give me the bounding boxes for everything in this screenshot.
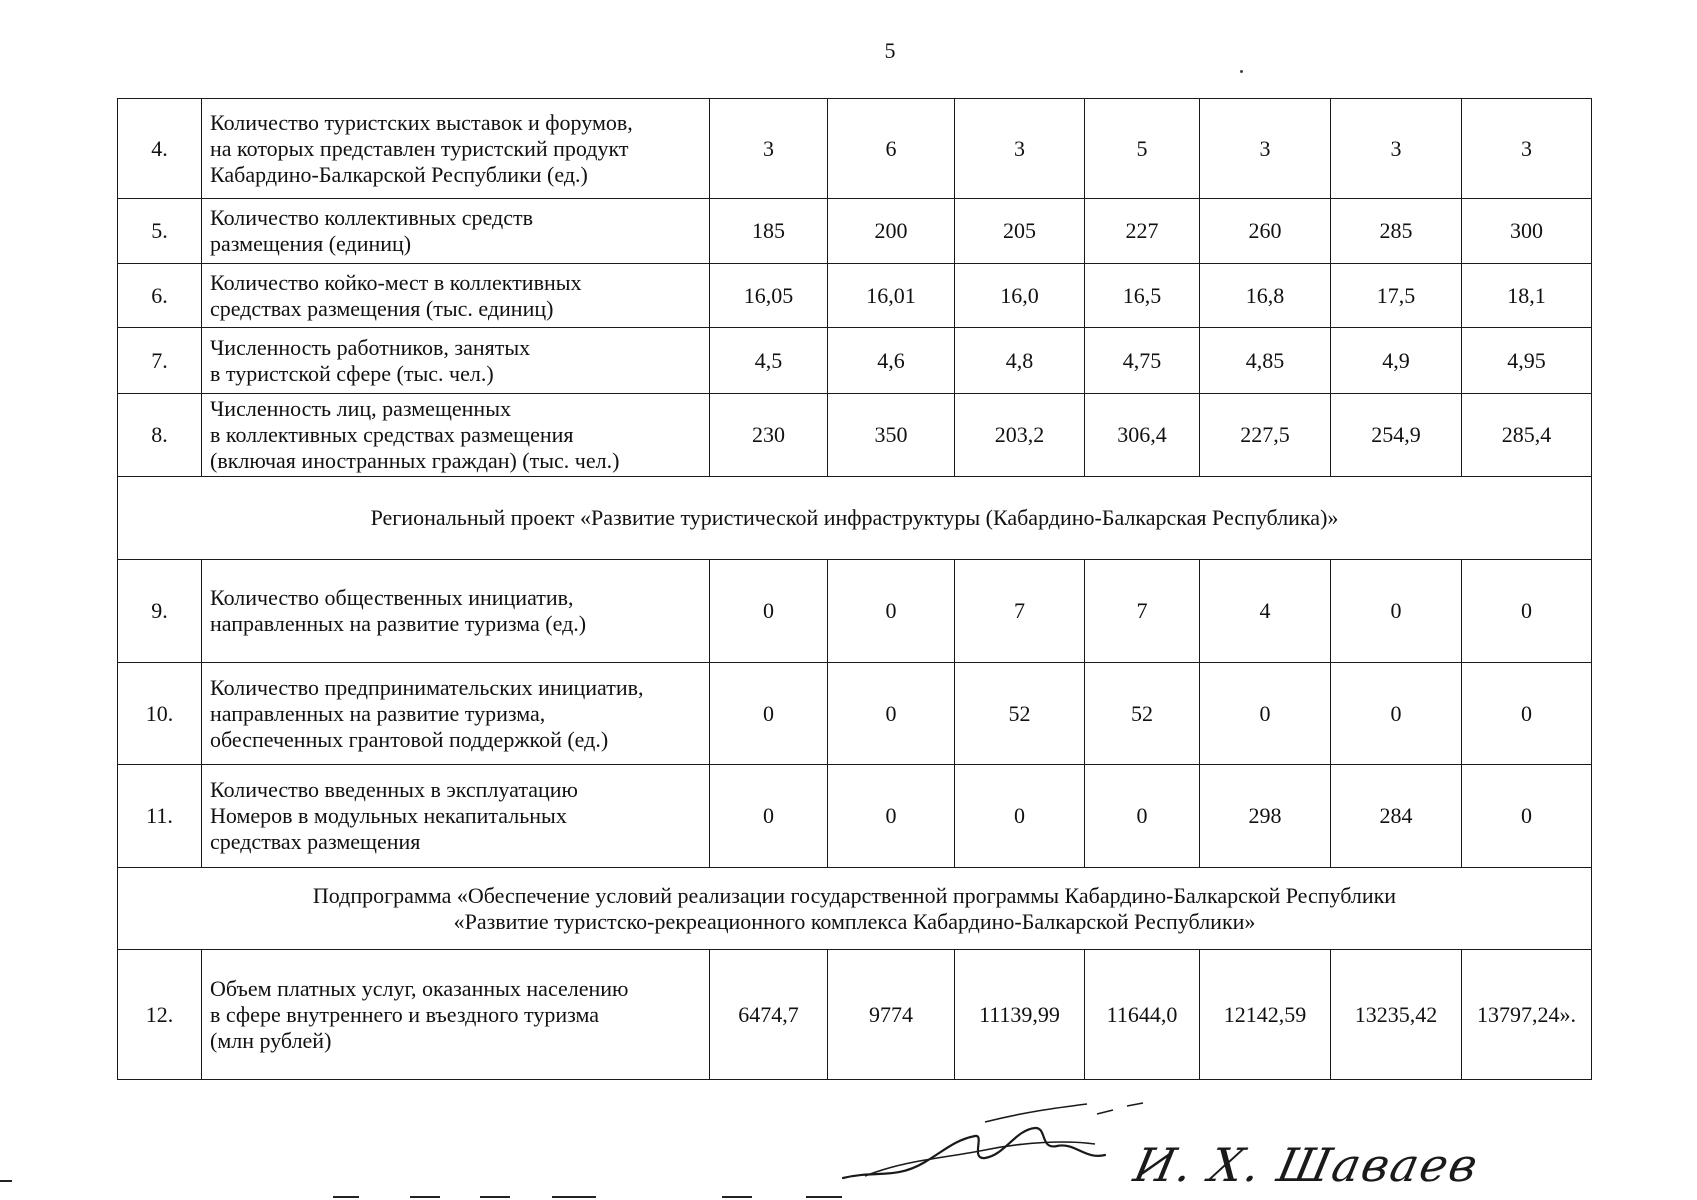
- indicator-value: 0: [828, 663, 955, 765]
- indicator-value: 285,4: [1462, 394, 1592, 477]
- indicators-table: [117, 98, 1592, 1080]
- row-number: 8.: [118, 394, 202, 477]
- indicator-value: 0: [828, 765, 955, 868]
- indicator-value: 3: [1462, 99, 1592, 199]
- section-title: Региональный проект «Развитие туристической инфраструктуры (Кабардино-Балкарская Республика)»: [118, 477, 1592, 560]
- indicator-value: 185: [710, 199, 828, 264]
- table-row: [118, 950, 1592, 1080]
- indicator-value: 300: [1462, 199, 1592, 264]
- indicator-value: 18,1: [1462, 264, 1592, 328]
- row-number: 6.: [118, 264, 202, 328]
- section-row: [118, 477, 1592, 560]
- indicator-value: 200: [828, 199, 955, 264]
- indicator-value: 227,5: [1200, 394, 1331, 477]
- indicator-value: 13235,42: [1331, 950, 1462, 1080]
- handwritten-signature-mark: [835, 1100, 1165, 1190]
- table-row: [118, 663, 1592, 765]
- indicator-value: 4,95: [1462, 328, 1592, 394]
- row-number: 5.: [118, 199, 202, 264]
- signature-line-dash: [480, 1196, 510, 1198]
- indicator-value: 3: [955, 99, 1085, 199]
- indicator-value: 4,75: [1085, 328, 1200, 394]
- indicator-value: 0: [1085, 765, 1200, 868]
- signatory-name-handwritten: И. Х. Шаваев: [1129, 1138, 1485, 1192]
- indicator-value: 0: [1462, 663, 1592, 765]
- indicator-value: 16,8: [1200, 264, 1331, 328]
- indicator-value: 0: [1462, 765, 1592, 868]
- indicator-value: 11139,99: [955, 950, 1085, 1080]
- section-row: [118, 868, 1592, 950]
- indicator-value: 17,5: [1331, 264, 1462, 328]
- indicator-value: 227: [1085, 199, 1200, 264]
- signature-line-dash: [722, 1196, 752, 1198]
- indicator-value: 4,6: [828, 328, 955, 394]
- indicator-value: 254,9: [1331, 394, 1462, 477]
- indicator-value: 285: [1331, 199, 1462, 264]
- indicator-value: 350: [828, 394, 955, 477]
- page-number: 5: [884, 38, 896, 63]
- signature-line-dash: [552, 1196, 596, 1198]
- indicator-value: 6474,7: [710, 950, 828, 1080]
- indicator-value: 298: [1200, 765, 1331, 868]
- indicator-value: 4,5: [710, 328, 828, 394]
- indicator-value: 3: [1331, 99, 1462, 199]
- indicator-value: 16,01: [828, 264, 955, 328]
- indicator-value: 4,9: [1331, 328, 1462, 394]
- indicator-value: 0: [828, 560, 955, 663]
- row-number: 7.: [118, 328, 202, 394]
- table-body: [118, 99, 1592, 1080]
- signature-line-dash: [0, 1180, 12, 1182]
- indicator-description: Численность лиц, размещенных в коллективных средствах размещения (включая иностранных граждан) (тыс. чел.): [202, 394, 710, 477]
- indicator-value: 3: [1200, 99, 1331, 199]
- section-title: Подпрограмма «Обеспечение условий реализации государственной программы Кабардино-Балкарской Республики «Развитие туристско-рекреационного комплекса Кабардино-Балкарской Республики»: [118, 868, 1592, 950]
- indicator-value: 4,8: [955, 328, 1085, 394]
- signature-line-dash: [333, 1196, 359, 1198]
- signature-line-dash: [806, 1196, 842, 1198]
- indicator-value: 0: [1331, 560, 1462, 663]
- signature-line-dash: [410, 1196, 440, 1198]
- row-number: 9.: [118, 560, 202, 663]
- indicator-value: 203,2: [955, 394, 1085, 477]
- indicator-value: 284: [1331, 765, 1462, 868]
- indicator-value: 7: [1085, 560, 1200, 663]
- table-row: [118, 328, 1592, 394]
- indicator-description: Количество коллективных средств размещения (единиц): [202, 199, 710, 264]
- indicator-description: Объем платных услуг, оказанных населению в сфере внутреннего и въездного туризма (млн рублей): [202, 950, 710, 1080]
- row-number: 10.: [118, 663, 202, 765]
- indicator-value: 0: [710, 560, 828, 663]
- indicator-value: 9774: [828, 950, 955, 1080]
- indicator-value: 16,5: [1085, 264, 1200, 328]
- indicator-value: 6: [828, 99, 955, 199]
- indicator-value: 4,85: [1200, 328, 1331, 394]
- indicator-description: Количество туристских выставок и форумов, на которых представлен туристский продукт Кабардино-Балкарской Республики (ед.): [202, 99, 710, 199]
- indicator-description: Численность работников, занятых в туристской сфере (тыс. чел.): [202, 328, 710, 394]
- table-row: [118, 765, 1592, 868]
- table-row: [118, 560, 1592, 663]
- indicator-value: 260: [1200, 199, 1331, 264]
- indicator-value: 16,05: [710, 264, 828, 328]
- indicator-value: 16,0: [955, 264, 1085, 328]
- indicator-value: 52: [1085, 663, 1200, 765]
- indicator-value: 0: [1200, 663, 1331, 765]
- indicator-value: 11644,0: [1085, 950, 1200, 1080]
- indicator-value: 7: [955, 560, 1085, 663]
- indicator-value: 13797,24».: [1462, 950, 1592, 1080]
- indicator-value: 12142,59: [1200, 950, 1331, 1080]
- table-row: [118, 394, 1592, 477]
- indicator-value: 0: [710, 663, 828, 765]
- indicator-value: 205: [955, 199, 1085, 264]
- indicator-value: 0: [710, 765, 828, 868]
- indicator-value: 306,4: [1085, 394, 1200, 477]
- indicator-value: 5: [1085, 99, 1200, 199]
- indicator-description: Количество введенных в эксплуатацию Номеров в модульных некапитальных средствах размещения: [202, 765, 710, 868]
- indicator-value: 52: [955, 663, 1085, 765]
- indicator-value: 230: [710, 394, 828, 477]
- table-row: [118, 264, 1592, 328]
- indicator-value: 3: [710, 99, 828, 199]
- indicator-value: 0: [955, 765, 1085, 868]
- table-row: [118, 199, 1592, 264]
- indicator-value: 4: [1200, 560, 1331, 663]
- indicator-value: 0: [1331, 663, 1462, 765]
- indicator-description: Количество койко-мест в коллективных средствах размещения (тыс. единиц): [202, 264, 710, 328]
- table-row: [118, 99, 1592, 199]
- scan-speck: [1240, 70, 1243, 73]
- row-number: 12.: [118, 950, 202, 1080]
- row-number: 11.: [118, 765, 202, 868]
- indicator-description: Количество общественных инициатив, направленных на развитие туризма (ед.): [202, 560, 710, 663]
- row-number: 4.: [118, 99, 202, 199]
- indicator-value: 0: [1462, 560, 1592, 663]
- indicator-description: Количество предпринимательских инициатив, направленных на развитие туризма, обеспеченных грантовой поддержкой (ед.): [202, 663, 710, 765]
